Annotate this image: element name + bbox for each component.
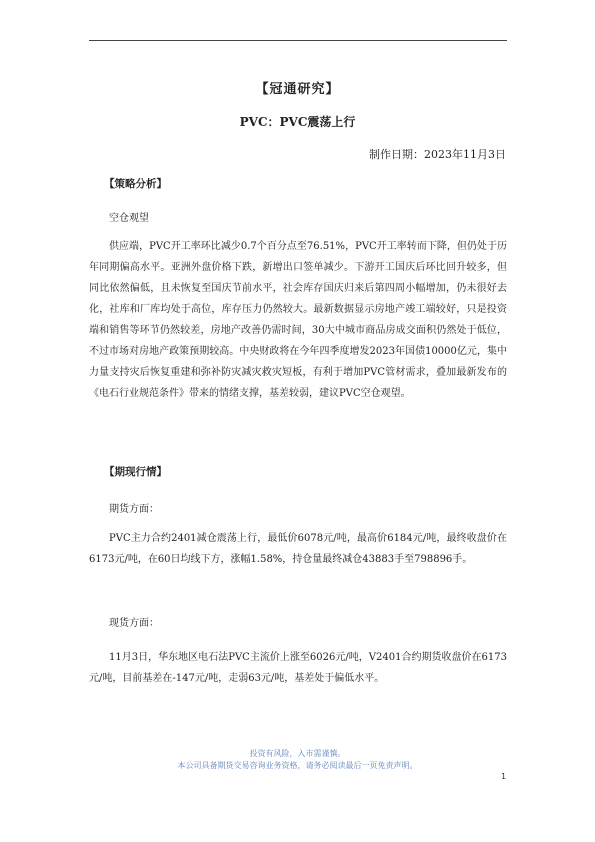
page-number: 1 xyxy=(501,772,507,781)
report-date: 制作日期：2023年11月3日 xyxy=(369,148,506,161)
brand-title: 【冠通研究】 xyxy=(255,82,340,97)
supply-paragraph: 供应端，PVC开工率环比减少0.7个百分点至76.51%，PVC开工率转而下降，但仍处于历年同期偏高水平。亚洲外盘价格下跌，新增出口签单减少。下游开工国庆后环比回升较多，但同比依然偏低，且未恢复至国庆节前水平，社会库存国庆归来后第四周小幅增加，仍未很好去化，社库和厂库均处于高位，库存压力仍然较大。最新数据显示房地产竣工端较好，只是投资端和销售等环节仍然较差，房地产改善仍需时间，30大中城市商品房成交面积仍然处于低位，不过市场对房地产政策预期较高。中央财政将在今年四季度增发2023年国债10000亿元，集中力量支持灾后恢复重建和弥补防灾减灾救灾短板，有利于增加PVC管材需求，叠加最新发布的《电石行业规范条件》带来的情绪支撑，基差较弱，建议PVC空仓观望。 xyxy=(89,241,507,399)
spot-paragraph: 11月3日，华东地区电石法PVC主流价上涨至6026元/吨，V2401合约期货收盘价在6173元/吨，目前基差在-147元/吨，走弱63元/吨，基差处于偏低水平。 xyxy=(89,652,507,684)
market-heading: 【期现行情】 xyxy=(104,466,167,478)
header-divider xyxy=(89,40,507,41)
spot-label: 现货方面： xyxy=(109,618,159,629)
strategy-view: 空仓观望 xyxy=(109,213,149,224)
futures-paragraph: PVC主力合约2401减仓震荡上行，最低价6078元/吨，最高价6184元/吨，最终收盘价在6173元/吨，在60日均线下方，涨幅1.58%，持仓量最终减仓43883手至798896手。 xyxy=(89,533,507,565)
strategy-heading: 【策略分析】 xyxy=(104,178,167,190)
report-title: PVC：PVC震荡上行 xyxy=(239,115,356,129)
futures-label: 期货方面： xyxy=(109,504,159,515)
disclaimer-notice: 本公司具备期货交易咨询业务资格，请务必阅读最后一页免责声明。 xyxy=(177,761,418,770)
risk-warning: 投资有风险，入市需谨慎。 xyxy=(249,749,346,758)
